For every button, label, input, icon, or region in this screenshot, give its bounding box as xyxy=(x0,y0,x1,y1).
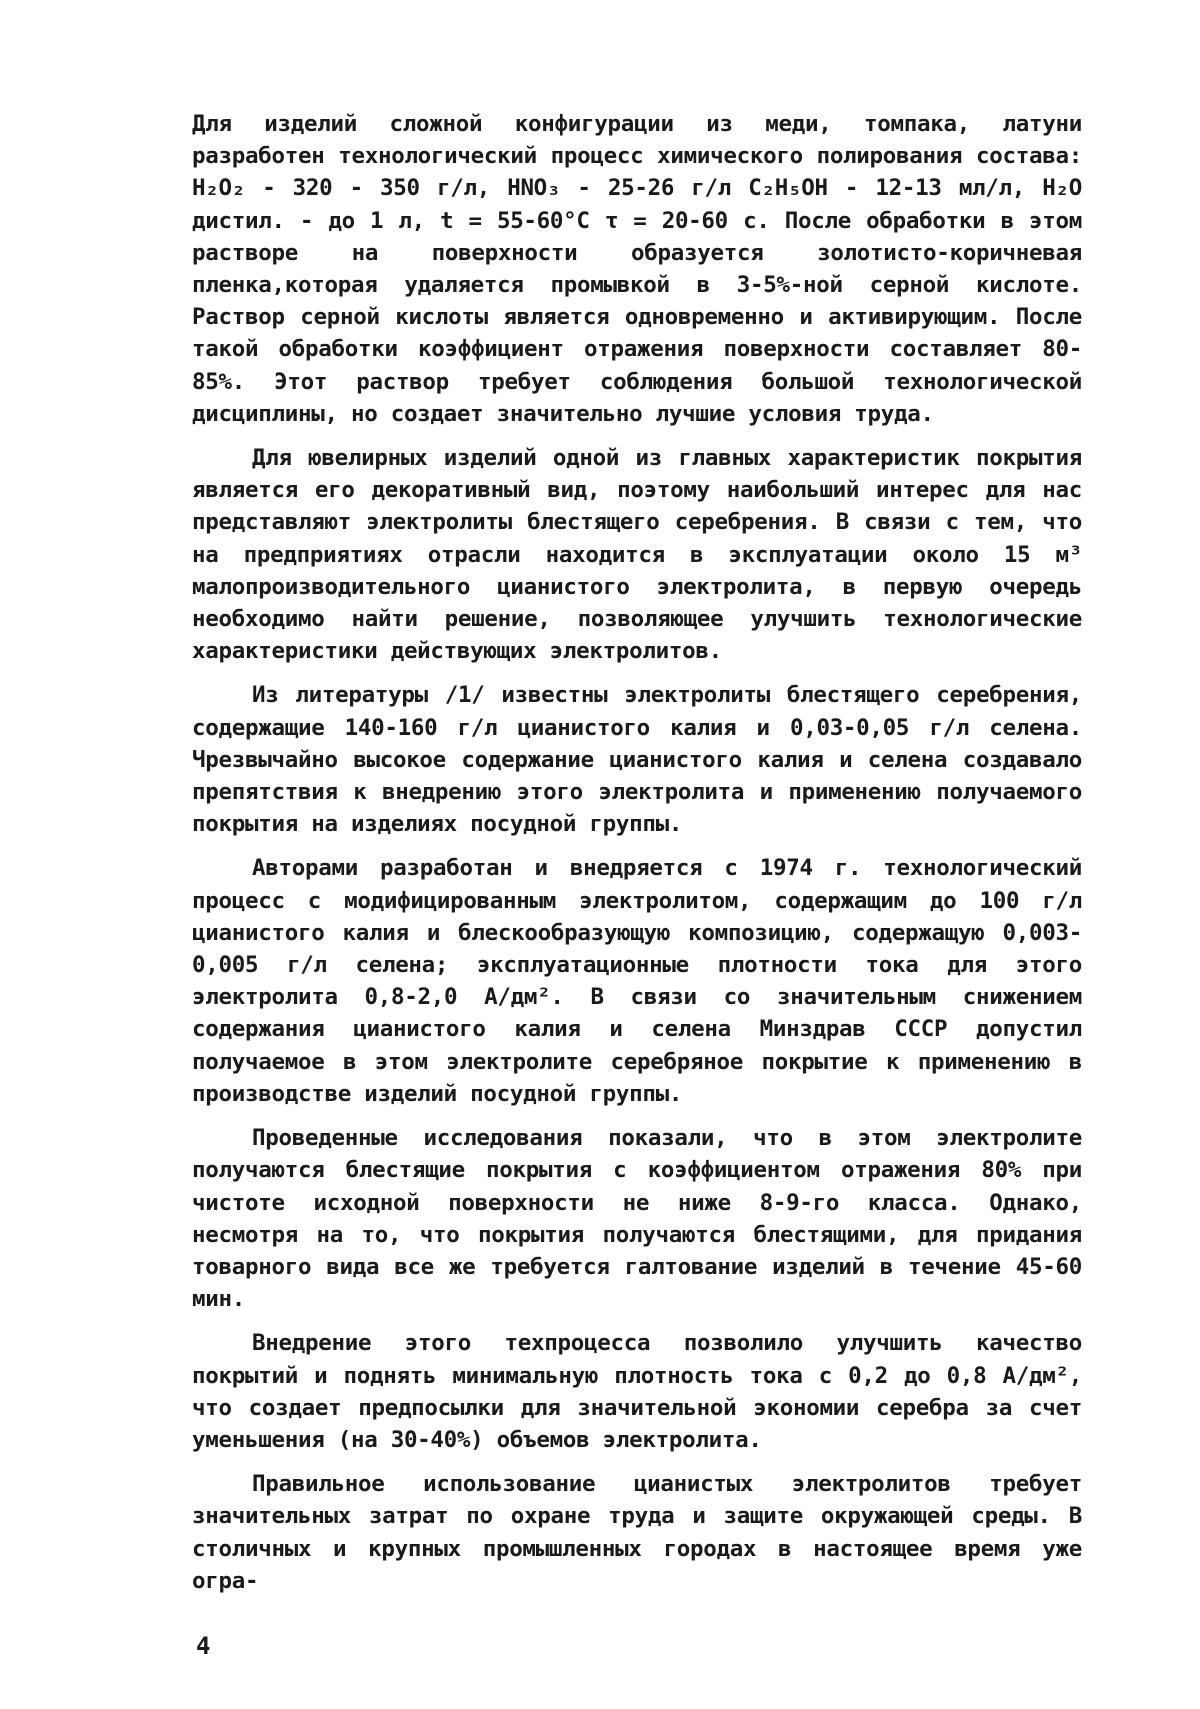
paragraph-modified-electrolyte: Авторами разработан и внедряется с 1974 г. технологический процесс с модифицированным электролитом, содержащим до 100 г/л цианистого калия и блескообразующую композицию, содержащую 0,003-0,005 г/л селена; эксплуатационные плотности тока для этого электролита 0,8-2,0 А/дм². В связи со значительным снижением содержания цианистого калия и селена Минздрав СССР допустил получаемое в этом электролите серебряное покрытие к применению в производстве изделий посудной группы. xyxy=(192,855,1082,1107)
paragraph-chemical-polishing: Для изделий сложной конфигурации из меди, томпака, латуни разработен технологический процесс химического полирования состава: H₂O₂ - 320 - 350 г/л, HNO₃ - 25-26 г/л C₂H₅OH - 12-13 мл/л, H₂O дистил. - до 1 л, t = 55-60°C τ = 20-60 с. После обработки в этом растворе на поверхности образуется золотисто-коричневая пленка,которая удаляется промывкой в 3-5%-ной серной кислоте. Раствор серной кислоты является одновременно и активирующим. После такой обработки коэффициент отражения поверхности составляет 80-85%. Этот раствор требует соблюдения большой технологической дисциплины, но создает значительно лучшие условия труда. xyxy=(192,111,1082,427)
paragraph-jewelry-coating: Для ювелирных изделий одной из главных характеристик покрытия является его декоративный вид, поэтому наибольший интерес для нас представляют электролиты блестящего серебрения. В связи с тем, что на предприятиях отрасли находится в эксплуатации около 15 м³ малопроизводительного цианистого электролита, в первую очередь необходимо найти решение, позволяющее улучшить технологические характеристики действующих электролитов. xyxy=(192,445,1082,665)
paragraph-process-improvement: Внедрение этого техпроцесса позволило улучшить качество покрытий и поднять минимальную плотность тока с 0,2 до 0,8 А/дм², что создает предпосылки для значительной экономии серебра за счет уменьшения (на 30-40%) объемов электролита. xyxy=(192,1330,1082,1453)
body-text xyxy=(192,108,1082,1609)
page-number: 4 xyxy=(196,1632,211,1660)
paragraph-cyanide-usage: Правильное использование цианистых электролитов требует значительных затрат по охране труда и защите окружающей среды. В столичных и крупных промышленных городах в настоящее время уже огра- xyxy=(192,1471,1082,1594)
paragraph-research-results: Проведенные исследования показали, что в этом электролите получаются блестящие покрытия с коэффициентом отражения 80% при чистоте исходной поверхности не ниже 8-9-го класса. Однако, несмотря на то, что покрытия получаются блестящими, для придания товарного вида все же требуется галтование изделий в течение 45-60 мин. xyxy=(192,1125,1082,1313)
paragraph-literature-electrolytes: Из литературы /1/ известны электролиты блестящего серебрения, содержащие 140-160 г/л цианистого калия и 0,03-0,05 г/л селена. Чрезвычайно высокое содержание цианистого калия и селена создавало препятствия к внедрению этого электролита и применению получаемого покрытия на изделиях посудной группы. xyxy=(192,682,1082,838)
